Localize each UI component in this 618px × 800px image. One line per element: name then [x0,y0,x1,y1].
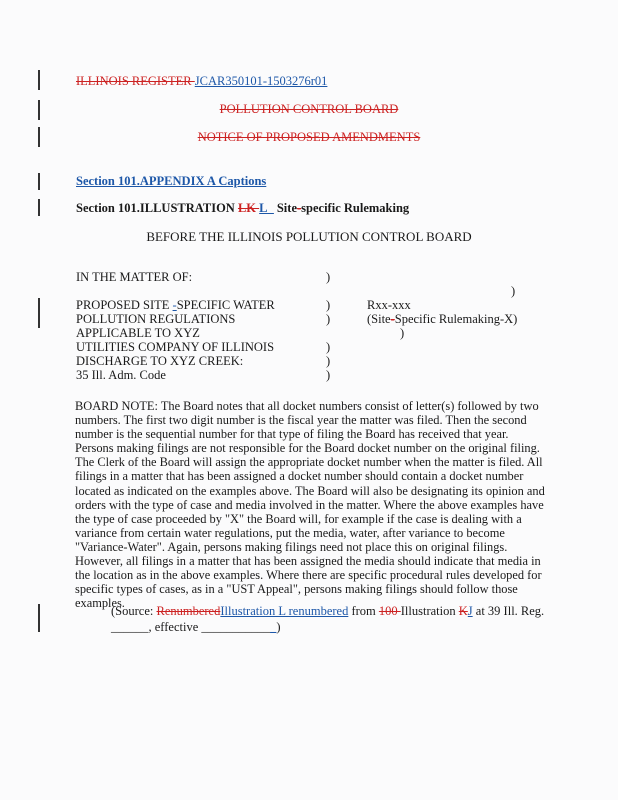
caption-line: POLLUTION REGULATIONS [76,312,236,326]
inserted-text: _ [267,201,274,215]
revision-bar [38,604,40,632]
caption-paren: ) [326,368,331,382]
inserted-text: Illustration L renumbered [220,604,349,618]
struck-text: 100 [378,604,401,618]
docket-number: Rxx-xxx [367,298,411,312]
caption-paren: ) [511,284,516,298]
struck-text: NOTICE OF PROPOSED AMENDMENTS [197,130,421,144]
caption-line: DISCHARGE TO XYZ CREEK: [76,354,244,368]
inserted-text: JCAR350101-1503276r01 [194,74,328,88]
caption-paren: ) [326,354,331,368]
blank-line: ___________ [201,620,271,634]
section-appendix-title [76,174,266,189]
struck-text: - [297,201,302,215]
blank-line: ______ [111,620,149,634]
revision-bar [38,173,40,190]
struck-text: Renumbered [156,604,221,618]
source-text: Illustration [400,604,459,618]
inserted-text: Section 101.APPENDIX A Captions [76,174,267,188]
caption-paren: ) [326,312,331,326]
struck-text: POLLUTION CONTROL BOARD [219,102,399,116]
board-note: BOARD NOTE: The Board notes that all docket numbers consist of letter(s) followed by two numbers. The first two digit number is the fiscal year the matter was filed. Then the second number is the sequential number for that type of filing the Board has received that year. Persons making filings are not responsible for the Board docket number on the original filing. The Clerk of the Board will assign the appropriate docket number when the matter is filed. All filings in a matter that has been assigned a docket number should contain a docket number located as indicated on the examples above. The Board will also be designating its opinion and orders with the type of case and media involved in the matter. Where the above examples have the type of case proceeded by "X" the Board will, for example if the case is dealing with a variance from certain water regulations, put the media, water, after variance to become "Variance-Water". Again, persons making filings need not place this on original filings. However, all filings in a matter that has been assigned the media should indicate that media in the location as in the above examples. Where there are specific procedural rules developed for specific types of cases, as in a "UST Appeal", persons making filings should follow those examples. [75,399,545,611]
source-text: at 39 Ill. Reg. [472,604,545,618]
caption-paren: ) [326,340,331,354]
inserted-text: L [259,201,268,215]
section-suffix: Site [273,201,297,215]
notice-header [0,130,618,145]
caption-paren: ) [326,298,331,312]
before-heading: BEFORE THE ILLINOIS POLLUTION CONTROL BOARD [146,229,472,244]
revision-bar [38,70,40,90]
inserted-text: J [467,604,473,618]
source-line-1 [111,604,544,619]
caption-paren: ) [400,326,405,340]
inserted-text: _ [270,620,277,634]
source-line-2 [111,620,281,635]
board-header [0,102,618,117]
source-text: ) [276,620,281,634]
caption-paren: ) [326,270,331,284]
struck-text: K [458,604,468,618]
case-type [367,312,517,326]
caption-text: (Site [367,312,391,326]
source-text: from [348,604,379,618]
caption-line: APPLICABLE TO XYZ [76,326,200,340]
struck-text: ILLINOIS REGISTER [76,74,195,88]
inserted-text: - [172,298,177,312]
revision-bar [38,199,40,216]
struck-text: LK [237,201,260,215]
caption-line: 35 Ill. Adm. Code [76,368,166,382]
revision-bar [38,298,40,328]
register-header [76,74,327,89]
section-illustration-title [76,201,409,216]
source-text: , effective [148,620,202,634]
caption-text: Specific Rulemaking-X) [394,312,518,326]
struck-text: - [390,312,395,326]
source-text: (Source: [111,604,157,618]
in-the-matter: IN THE MATTER OF: [76,270,193,284]
caption-line: UTILITIES COMPANY OF ILLINOIS [76,340,275,354]
caption-text: SPECIFIC WATER [176,298,275,312]
section-rest: specific Rulemaking [301,201,410,215]
caption-text: PROPOSED SITE [76,298,173,312]
caption-line [76,298,275,312]
section-prefix: Section 101.ILLUSTRATION [76,201,238,215]
